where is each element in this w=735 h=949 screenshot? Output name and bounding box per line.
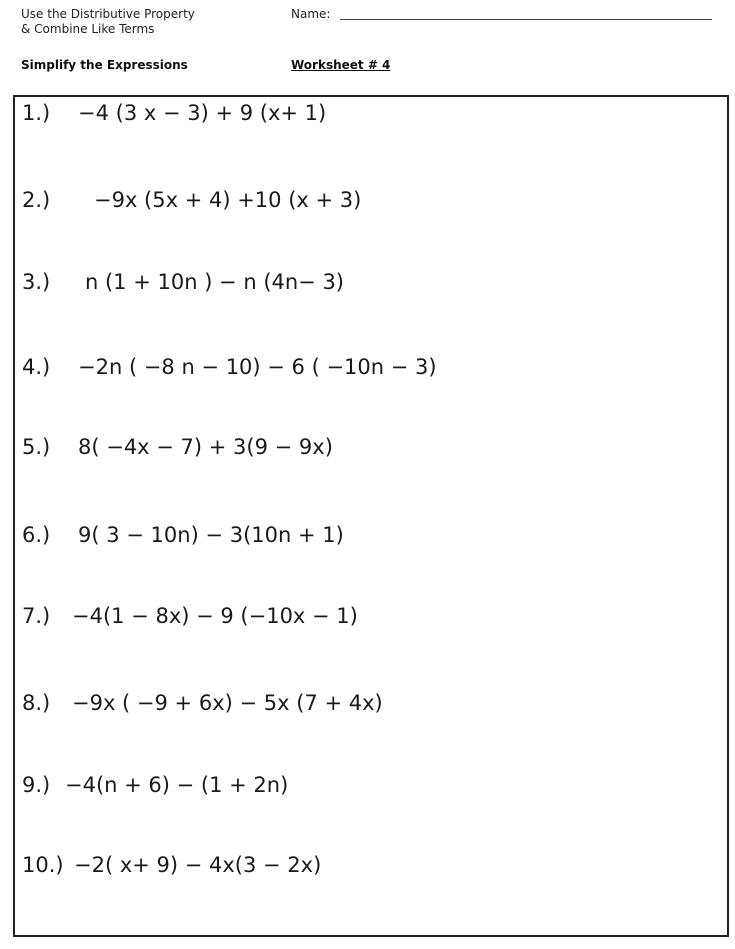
problem-expression: −2( x+ 9) − 4x(3 − 2x) — [74, 853, 322, 877]
problem-expression: −4(1 − 8x) − 9 (−10x − 1) — [72, 604, 358, 628]
problem-box — [13, 95, 729, 937]
problem-number: 1.) — [22, 101, 51, 125]
problem-expression: n (1 + 10n ) − n (4n− 3) — [85, 270, 345, 294]
topic-line-2: & Combine Like Terms — [21, 22, 155, 36]
worksheet-topic — [21, 7, 195, 37]
problem-expression: 9( 3 − 10n) − 3(10n + 1) — [78, 523, 344, 547]
problem-expression: −4 (3 x − 3) + 9 (x+ 1) — [78, 101, 327, 125]
problem-expression: −9x (5x + 4) +10 (x + 3) — [94, 188, 362, 212]
problem-item — [22, 853, 321, 877]
problem-number: 6.) — [22, 523, 51, 547]
problem-item — [22, 270, 344, 294]
problem-number: 3.) — [22, 270, 51, 294]
problem-number: 10.) — [22, 853, 64, 877]
worksheet-title: Worksheet # 4 — [291, 58, 391, 72]
problem-number: 4.) — [22, 355, 51, 379]
problem-expression: 8( −4x − 7) + 3(9 − 9x) — [78, 435, 333, 459]
name-label: Name: — [291, 7, 331, 21]
topic-line-1: Use the Distributive Property — [21, 7, 195, 21]
problem-item — [22, 523, 344, 547]
problem-number: 8.) — [22, 691, 51, 715]
problem-item — [22, 101, 326, 125]
name-line — [340, 19, 712, 20]
problem-item — [22, 604, 358, 628]
problem-number: 2.) — [22, 188, 51, 212]
problem-item — [22, 435, 333, 459]
instruction-text: Simplify the Expressions — [21, 58, 188, 72]
problem-item — [22, 773, 288, 797]
problem-expression: −9x ( −9 + 6x) − 5x (7 + 4x) — [72, 691, 383, 715]
problem-number: 9.) — [22, 773, 51, 797]
problem-expression: −2n ( −8 n − 10) − 6 ( −10n − 3) — [78, 355, 437, 379]
problem-item — [22, 355, 437, 379]
problem-number: 5.) — [22, 435, 51, 459]
problem-number: 7.) — [22, 604, 51, 628]
problem-expression: −4(n + 6) − (1 + 2n) — [65, 773, 289, 797]
problem-item — [22, 188, 361, 212]
problem-item — [22, 691, 383, 715]
